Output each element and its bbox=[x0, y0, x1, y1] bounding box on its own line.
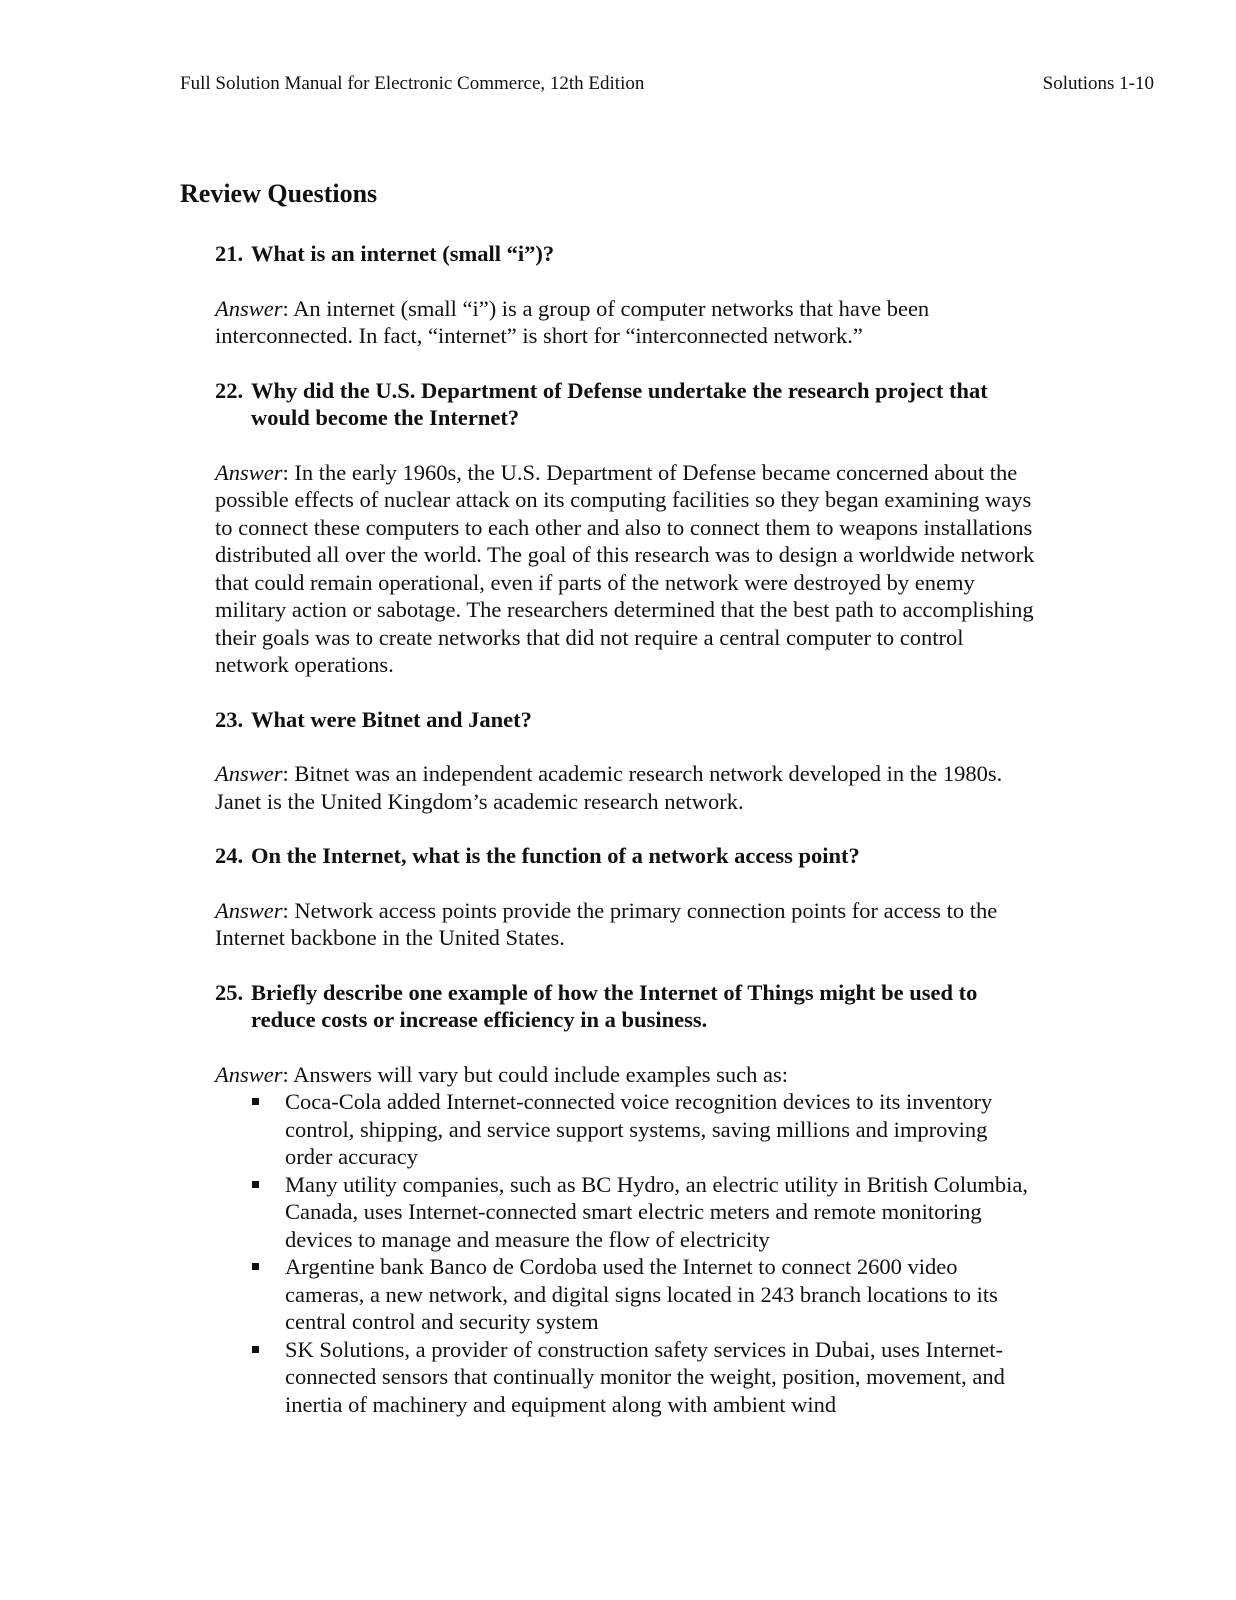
answer-text: : Bitnet was an independent academic research network developed in the 1980s. Janet is the United Kingdom’s academic research network. bbox=[215, 761, 1003, 814]
section-title: Review Questions bbox=[180, 179, 378, 208]
answer-paragraph bbox=[215, 295, 1040, 350]
example-bullet-list bbox=[215, 1088, 1040, 1418]
answer-text: : An internet (small “i”) is a group of computer networks that have been interconnected. In fact, “internet” is short for “interconnected network.” bbox=[215, 295, 930, 348]
list-item bbox=[285, 1336, 1040, 1419]
question-heading bbox=[215, 377, 1040, 432]
question-text: What is an internet (small “i”)? bbox=[251, 241, 555, 266]
list-item-text: Argentine bank Banco de Cordoba used the Internet to connect 2600 video cameras, a new network, and digital signs located in 243 branch locations to its central control and security system bbox=[285, 1254, 998, 1334]
answer-text: : Network access points provide the primary connection points for access to the Internet backbone in the United States. bbox=[215, 897, 998, 950]
square-bullet-icon bbox=[252, 1263, 259, 1270]
question-number: 24. bbox=[215, 843, 244, 868]
list-item-text: SK Solutions, a provider of construction safety services in Dubai, uses Internet-connected sensors that continually monitor the weight, position, movement, and inertia of machinery and equipment along with ambient wind bbox=[285, 1336, 1005, 1417]
question-heading bbox=[215, 706, 1040, 734]
answer-paragraph bbox=[215, 1061, 1040, 1089]
question-number: 21. bbox=[215, 241, 244, 266]
question-text: Briefly describe one example of how the Internet of Things might be used to reduce costs or increase efficiency in a business. bbox=[251, 979, 978, 1032]
list-item bbox=[285, 1088, 1040, 1171]
answer-label: Answer bbox=[215, 1061, 283, 1087]
running-header-page-range: Solutions 1-10 bbox=[1042, 73, 1154, 94]
answer-paragraph bbox=[215, 459, 1040, 679]
question-number: 23. bbox=[215, 706, 244, 732]
question-text: Why did the U.S. Department of Defense undertake the research project that would become the Internet? bbox=[251, 377, 988, 430]
question-heading bbox=[215, 979, 1040, 1034]
answer-text: : In the early 1960s, the U.S. Department of Defense became concerned about the possible effects of nuclear attack on its computing facilities so they began examining ways to connect these computers to each other and also to connect them to weapons installations distributed all over the world. The goal of this research was to design a worldwide network that could remain operational, even if parts of the network were destroyed by enemy military action or sabotage. The researchers determined that the best path to accomplishing their goals was to create networks that did not require a central computer to control network operations. bbox=[215, 459, 1035, 677]
answer-text: : Answers will vary but could include examples such as: bbox=[282, 1061, 789, 1087]
list-item bbox=[285, 1171, 1040, 1254]
list-item-text: Coca-Cola added Internet-connected voice recognition devices to its inventory control, shipping, and service support systems, saving millions and improving order accuracy bbox=[285, 1089, 993, 1169]
question-heading bbox=[215, 240, 1040, 268]
questions-list bbox=[215, 240, 1040, 1418]
question-block-25 bbox=[215, 979, 1040, 1419]
answer-label: Answer bbox=[215, 459, 283, 485]
answer-paragraph bbox=[215, 897, 1040, 952]
square-bullet-icon bbox=[252, 1346, 259, 1353]
question-number: 25. bbox=[215, 979, 244, 1005]
question-block-22 bbox=[215, 377, 1040, 679]
question-block-21 bbox=[215, 240, 1040, 350]
question-text: What were Bitnet and Janet? bbox=[251, 706, 532, 732]
square-bullet-icon bbox=[252, 1181, 259, 1188]
square-bullet-icon bbox=[252, 1098, 259, 1105]
question-number: 22. bbox=[215, 377, 244, 403]
answer-label: Answer bbox=[215, 295, 283, 321]
running-header-title: Full Solution Manual for Electronic Commerce, 12th Edition bbox=[180, 73, 645, 94]
answer-paragraph bbox=[215, 760, 1040, 815]
list-item bbox=[285, 1253, 1040, 1336]
answer-label: Answer bbox=[215, 761, 283, 786]
question-text: On the Internet, what is the function of a network access point? bbox=[251, 843, 860, 868]
question-block-24 bbox=[215, 842, 1040, 952]
list-item-text: Many utility companies, such as BC Hydro, an electric utility in British Columbia, Canada, uses Internet-connected smart electric meters and remote monitoring devices to manage and measure the flow of electricity bbox=[285, 1171, 1029, 1252]
question-heading bbox=[215, 842, 1040, 870]
question-block-23 bbox=[215, 706, 1040, 816]
answer-label: Answer bbox=[215, 897, 283, 923]
